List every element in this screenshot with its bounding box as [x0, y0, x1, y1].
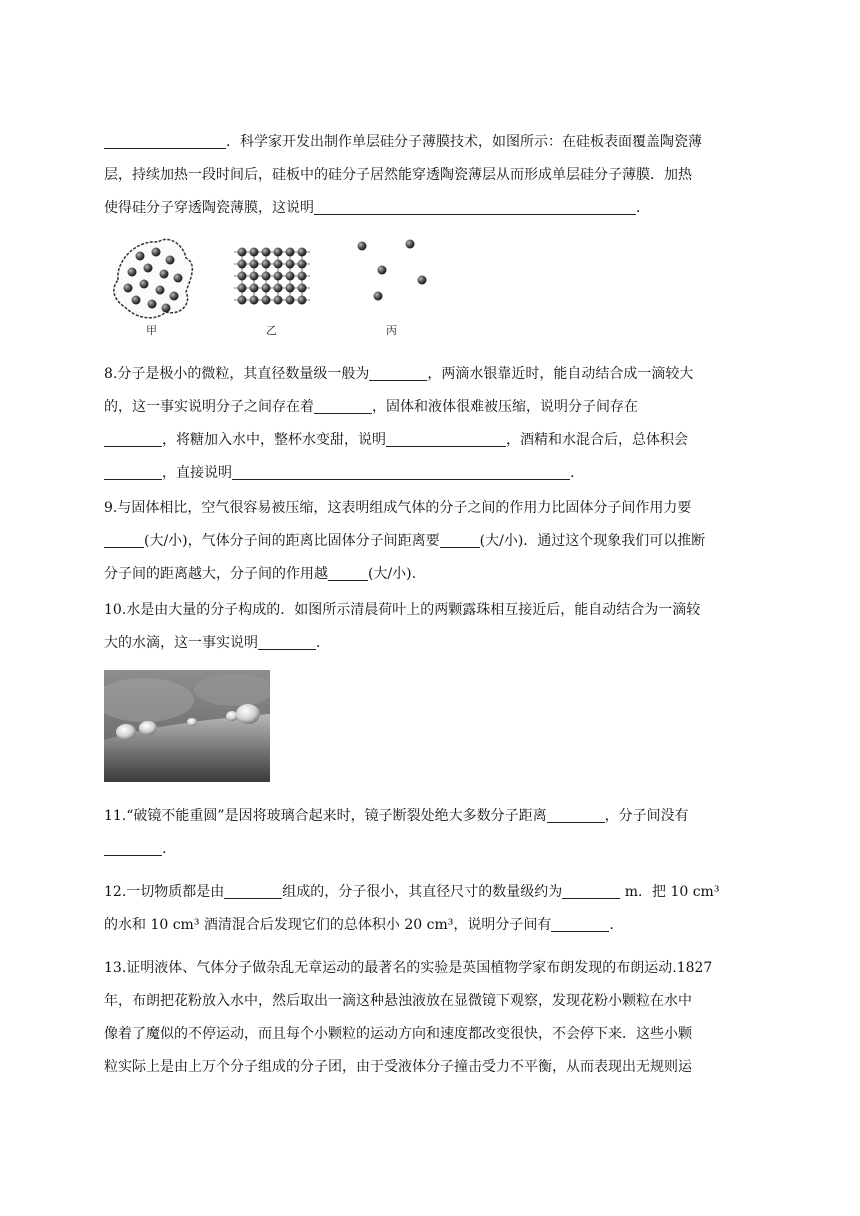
figure-caption-yi: 乙	[266, 324, 277, 337]
figure-caption-bing: 丙	[386, 324, 397, 337]
answer-blank	[386, 430, 506, 447]
answer-blank	[104, 531, 144, 548]
answer-blank	[369, 364, 427, 381]
answer-blank	[562, 882, 620, 899]
q7-line-1: ．科学家开发出制作单层硅分子薄膜技术，如图所示：在硅板表面覆盖陶瓷薄	[104, 126, 764, 159]
question-9: 9.与固体相比，空气很容易被压缩，这表明组成气体的分子之间的作用力比固体分子间作用力要 (大/小)，气体分子间的距离比固体分子间距离要 (大/小)．通过这个现象我们可以推断 分子间的距离越大，分子间的作用越 (大/小).	[104, 500, 706, 582]
answer-blank	[104, 132, 226, 149]
answer-blank	[104, 839, 162, 856]
answer-blank	[232, 463, 570, 480]
figure-caption-jia: 甲	[146, 324, 157, 337]
answer-blank	[551, 915, 609, 932]
answer-blank	[440, 531, 480, 548]
question-13: 13.证明液体、气体分子做杂乱无章运动的最著名的实验是英国植物学家布朗发现的布朗运动.1827 年，布朗把花粉放入水中，然后取出一滴这种悬浊液放在显微镜下观察，发现花粉小颗粒在水中 像着了魔似的不停运动，而且每个小颗粒的运动方向和速度都改变很快，不会停下来．这些小颗 粒实际上是由上万个分子组成的分子团，由于受液体分子撞击受力不平衡，从而表现出无规则运	[104, 960, 713, 1075]
answer-blank	[314, 397, 372, 414]
question-10: 10.水是由大量的分子构成的．如图所示清晨荷叶上的两颗露珠相互接近后，能自动结合为一滴较 大的水滴，这一事实说明 .	[104, 602, 701, 651]
question-7-continued	[104, 126, 764, 225]
answer-blank	[104, 430, 162, 447]
q7-line-3: 使得硅分子穿透陶瓷薄膜，这说明 .	[104, 200, 641, 216]
question-8: 8.分子是极小的微粒，其直径数量级一般为 ，两滴水银靠近时，能自动结合成一滴较大 的，这一事实说明分子之间存在着 ，固体和液体很难被压缩，说明分子间存在 ，将糖加入水中，整杯水变甜，说明 ，酒精和水混合后，总体积会 ，直接说明 .	[104, 366, 694, 481]
question-12: 12.一切物质都是由 组成的，分子很小，其直径尺寸的数量级约为 m．把 10 cm³ 的水和 10 cm³ 酒清混合后发现它们的总体积小 20 cm³，说明分子间有 .	[104, 884, 720, 933]
answer-blank	[328, 564, 368, 581]
answer-blank	[104, 463, 162, 480]
answer-blank	[224, 882, 282, 899]
answer-blank	[314, 198, 636, 215]
states-of-matter-figure	[106, 232, 446, 342]
lotus-leaf-dew-image	[104, 670, 270, 782]
question-11: 11.“破镜不能重圆”是因将玻璃合起来时，镜子断裂处绝大多数分子距离 ，分子间没有 .	[104, 808, 689, 857]
q7-line-2: 层，持续加热一段时间后，硅板中的硅分子居然能穿透陶瓷薄层从而形成单层硅分子薄膜．加热	[104, 167, 692, 183]
dew-drops-photo	[104, 670, 270, 782]
answer-blank	[547, 806, 605, 823]
gas-molecules	[358, 240, 427, 301]
answer-blank	[258, 633, 316, 650]
